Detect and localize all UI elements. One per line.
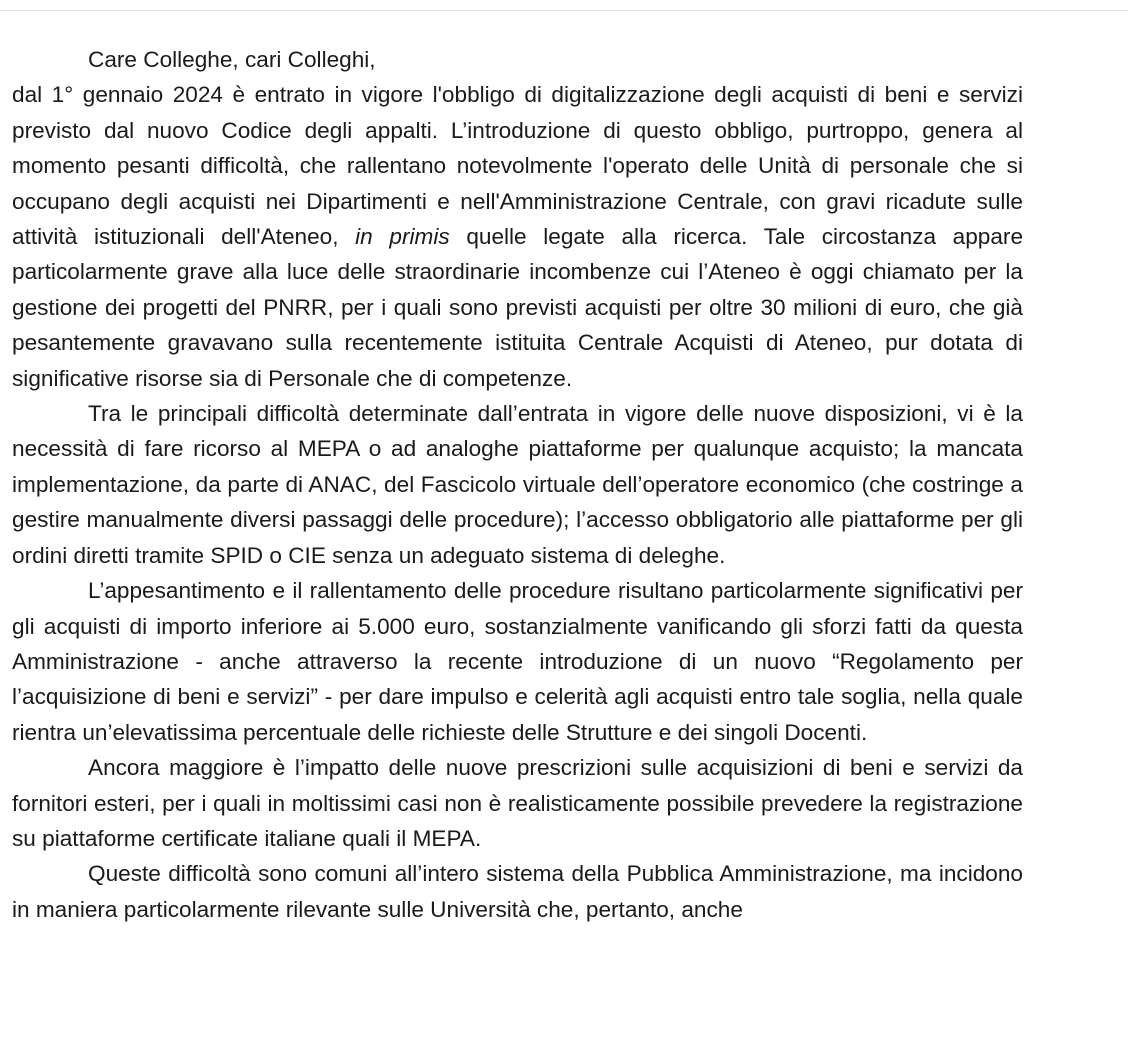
paragraph-1-lead: dal 1° gennaio 2024 è entrato in vigore l'obbligo di digitalizzazione degli acquisti di beni e servizi previsto dal nuovo Codice degli appalti. L’introduzione di questo obbligo, purtroppo, genera al momento pesanti difficoltà, che rallentano notevolmente l'operato delle Unità di personale che si occupano degli acquisti nei Dipartimenti e nell'Amministrazione Centrale, con gravi ricadute sulle attività istituzionali dell'Ateneo, [12, 82, 1023, 250]
paragraph-2: Tra le principali difficoltà determinate dall’entrata in vigore delle nuove disposizioni, vi è la necessità di fare ricorso al MEPA o ad analoghe piattaforme per qualunque acquisto; la mancata implementazione, da parte di ANAC, del Fascicolo virtuale dell’operatore economico (che costringe a gestire manualmente diversi passaggi delle procedure); l’accesso obbligatorio alle piattaforme per gli ordini diretti tramite SPID o CIE senza un adeguato sistema di deleghe. [12, 401, 1023, 568]
paragraph-5: Queste difficoltà sono comuni all’intero sistema della Pubblica Amministrazione, ma incidono in maniera particolarmente rilevante sulle Università che, pertanto, anche [12, 861, 1023, 922]
paragraph-4: Ancora maggiore è l’impatto delle nuove prescrizioni sulle acquisizioni di beni e servizi da fornitori esteri, per i quali in moltissimi casi non è realisticamente possibile prevedere la registrazione su piattaforme certificate italiane quali il MEPA. [12, 755, 1023, 851]
paragraph-3: L’appesantimento e il rallentamento delle procedure risultano particolarmente significativi per gli acquisti di importo inferiore ai 5.000 euro, sostanzialmente vanificando gli sforzi fatti da questa Amministrazione - anche attraverso la recente introduzione di un nuovo “Regolamento per l’acquisizione di beni e servizi” - per dare impulso e celerità agli acquisti entro tale soglia, nella quale rientra un’elevatissima percentuale delle richieste delle Strutture e dei singoli Docenti. [12, 578, 1023, 745]
paragraph-1 [12, 77, 1023, 396]
paragraph-1-rest: quelle legate alla ricerca. Tale circostanza appare particolarmente grave alla luce delle straordinarie incombenze cui l’Ateneo è oggi chiamato per la gestione dei progetti del PNRR, per i quali sono previsti acquisti per oltre 30 milioni di euro, che già pesantemente gravavano sulla recentemente istituita Centrale Acquisti di Ateneo, pur dotata di significative risorse sia di Personale che di competenze. [12, 224, 1024, 391]
salutation: Care Colleghe, cari Colleghi, [88, 47, 376, 72]
paragraph-1-emphasis: in primis [355, 224, 450, 250]
document-body [12, 42, 1023, 927]
top-divider [0, 10, 1128, 11]
